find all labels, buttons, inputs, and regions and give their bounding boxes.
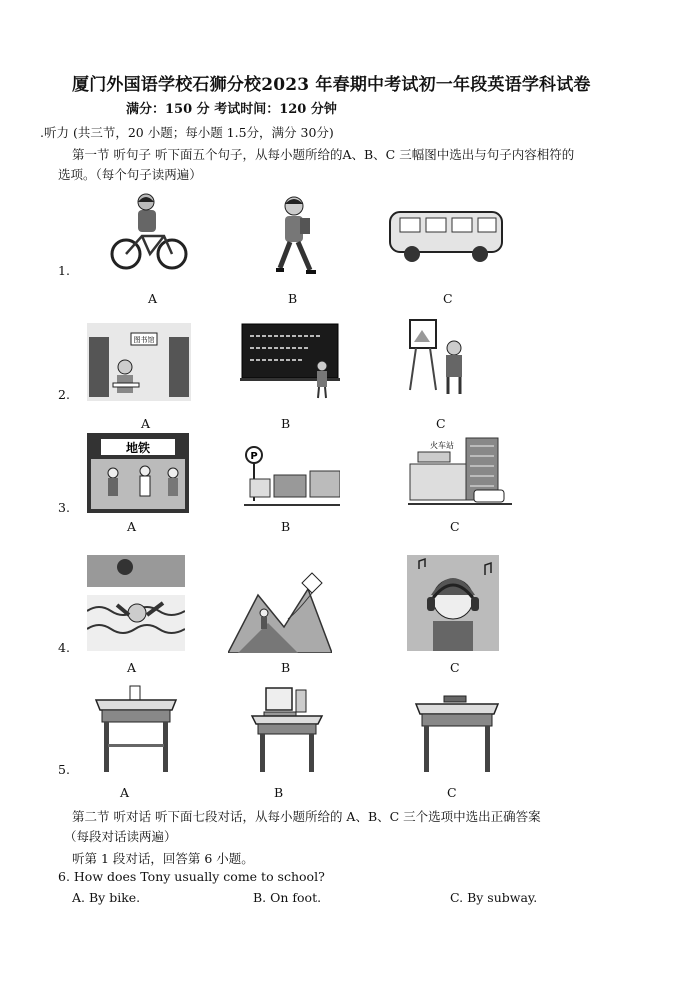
option-label-c: C xyxy=(436,416,446,431)
option-label-a: A xyxy=(141,416,151,431)
girl-painting-picture xyxy=(408,318,468,400)
option-label-b: B xyxy=(281,660,291,675)
question-number: 4. xyxy=(58,640,70,655)
cup-on-desk-picture xyxy=(94,684,178,772)
bus-picture xyxy=(386,206,506,266)
climbing-mountain-picture xyxy=(228,571,332,653)
question-number: 1. xyxy=(58,263,70,278)
option-label-a: A xyxy=(120,785,130,800)
option-label-b: B xyxy=(281,519,291,534)
section2-instruction-cont: （每段对话读两遍） xyxy=(64,829,177,844)
option-label-c: C xyxy=(443,291,453,306)
question-6-option-a: A. By bike. xyxy=(72,890,141,905)
option-label-b: B xyxy=(288,291,298,306)
option-label-a: A xyxy=(127,519,137,534)
boy-walking-picture xyxy=(268,194,320,276)
library-sign: 图书馆 xyxy=(133,336,155,344)
option-label-c: C xyxy=(447,785,457,800)
section1-instruction-cont: 选项。（每个句子读两遍） xyxy=(58,167,202,182)
subway-station-picture xyxy=(87,433,189,513)
parking-lot-picture xyxy=(244,443,340,511)
book-on-desk-picture xyxy=(414,694,500,772)
dialog-intro: 听第 1 段对话，回答第 6 小题。 xyxy=(72,851,254,866)
option-label-b: B xyxy=(281,416,291,431)
option-label-b: B xyxy=(274,785,284,800)
listening-heading: .听力 (共三节，20 小题；每小题 1.5分，满分 30分) xyxy=(40,125,334,140)
section2-instruction: 第二节 听对话 听下面七段对话，从每小题所给的 A、B、C 三个选项中选出正确答案 xyxy=(72,809,541,824)
parking-sign: P xyxy=(250,451,258,462)
boy-swimming-picture xyxy=(87,555,185,651)
option-label-a: A xyxy=(148,291,158,306)
train-station-picture xyxy=(408,436,512,512)
question-number: 3. xyxy=(58,500,70,515)
girl-listening-music-picture xyxy=(407,555,499,651)
option-label-c: C xyxy=(450,660,460,675)
boy-riding-bike-picture xyxy=(108,192,190,274)
question-number: 5. xyxy=(58,762,70,777)
subway-sign: 地铁 xyxy=(125,441,151,455)
computer-on-desk-picture xyxy=(250,686,324,772)
station-sign: 火车站 xyxy=(430,441,454,450)
option-label-c: C xyxy=(450,519,460,534)
question-6-text: 6. How does Tony usually come to school? xyxy=(58,869,325,884)
exam-info: 满分：150 分 考试时间：120 分钟 xyxy=(126,102,337,117)
library-picture xyxy=(87,323,191,401)
page-title: 厦门外国语学校石狮分校2023 年春期中考试初一年段英语学科试卷 xyxy=(72,75,591,95)
question-number: 2. xyxy=(58,387,70,402)
blackboard-picture xyxy=(240,322,340,400)
option-label-a: A xyxy=(127,660,137,675)
question-6-option-b: B. On foot. xyxy=(253,890,322,905)
question-6-option-c: C. By subway. xyxy=(450,890,538,905)
section1-instruction: 第一节 听句子 听下面五个句子，从每小题所给的A、B、C 三幅图中选出与句子内容相符的 xyxy=(72,147,575,162)
